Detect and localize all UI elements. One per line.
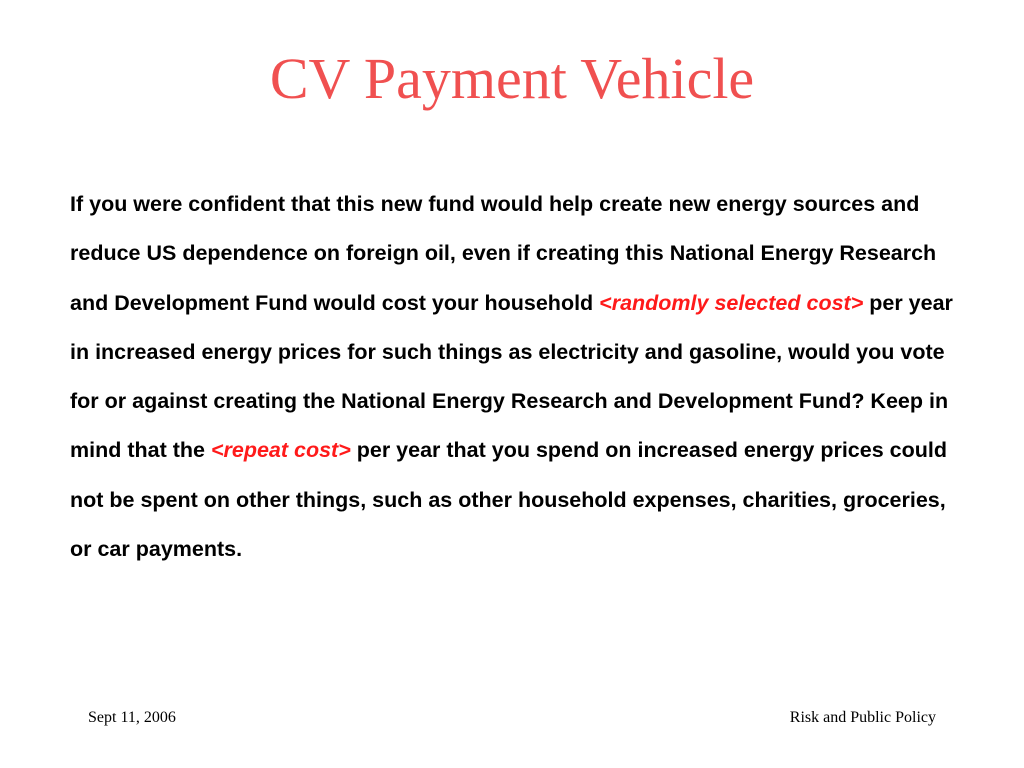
random-cost-placeholder: <randomly selected cost> bbox=[599, 290, 864, 315]
body-text-part-2: per year in increased energy prices for such things as electricity and gasoline, would you vote for or against creating the National Energy Research and Development Fund? Keep in mind that the bbox=[70, 290, 953, 463]
slide-body-text bbox=[70, 180, 960, 574]
repeat-cost-placeholder: <repeat cost> bbox=[210, 438, 351, 463]
body-text-part-1: If you were confident that this new fund would help create new energy sources and reduce US dependence on foreign oil, even if creating this National Energy Research and Development Fund would cost your household bbox=[70, 192, 937, 315]
footer-date: Sept 11, 2006 bbox=[88, 709, 176, 726]
footer-course-name: Risk and Public Policy bbox=[789, 709, 936, 726]
slide-title: CV Payment Vehicle bbox=[269, 46, 755, 111]
body-text-part-3: per year that you spend on increased energy prices could not be spent on other things, such as other household expenses, charities, groceries, or car payments. bbox=[70, 438, 947, 562]
